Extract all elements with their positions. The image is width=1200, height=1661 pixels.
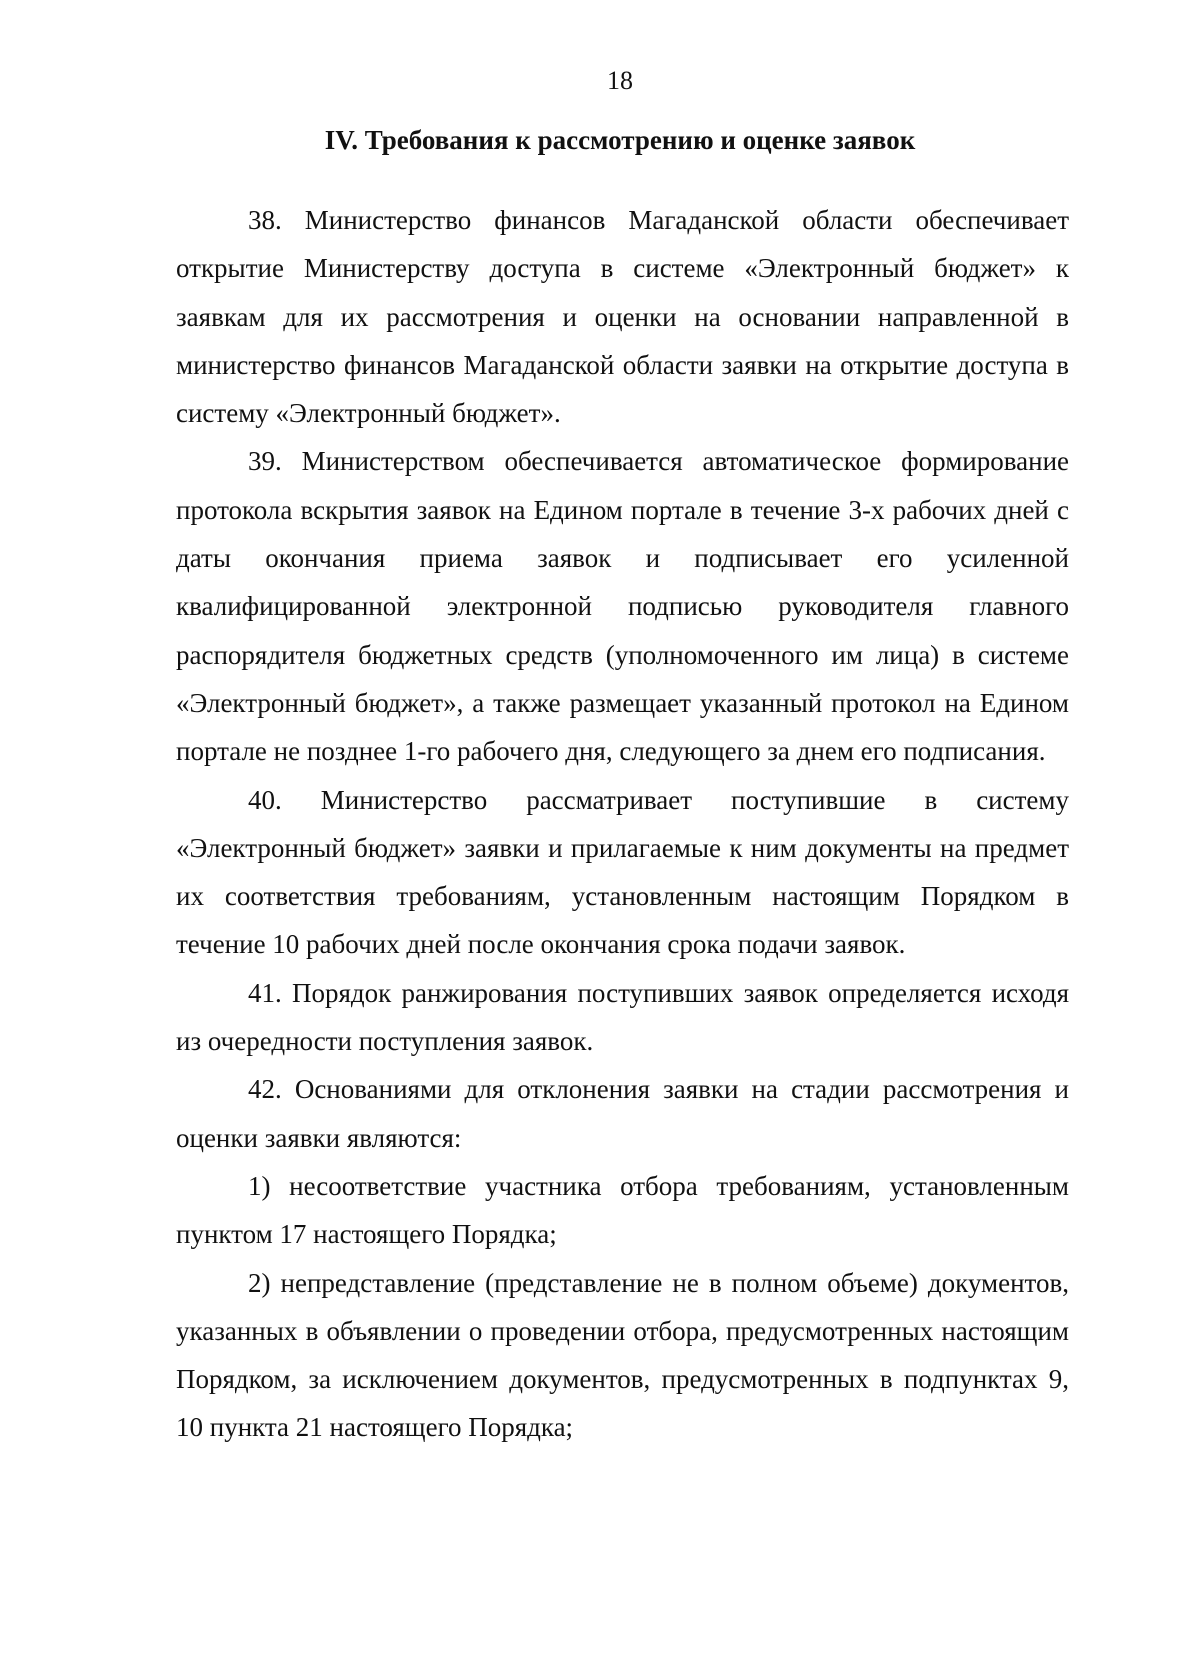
paragraph-42-item-2: 2) непредставление (представление не в полном объеме) документов, указанных в объявлении о проведении отбора, предусмотренных настоящим Порядком, за исключением документов, предусмотренных в подпунктах 9, 10 пункта 21 настоящего Порядка; <box>176 1267 1069 1443</box>
paragraph-40: 40. Министерство рассматривает поступившие в систему «Электронный бюджет» заявки и прилагаемые к ним документы на предмет их соответствия требованиям, установленным настоящим Порядком в течение 10 рабочих дней после окончания срока подачи заявок. <box>176 784 1069 960</box>
document-body <box>176 196 1069 1452</box>
paragraph-38: 38. Министерство финансов Магаданской области обеспечивает открытие Министерству доступа в системе «Электронный бюджет» к заявкам для их рассмотрения и оценки на основании направленной в министерство финансов Магаданской области заявки на открытие доступа в систему «Электронный бюджет». <box>176 205 1069 429</box>
paragraph-42-item-1: 1) несоответствие участника отбора требованиям, установленным пунктом 17 настоящего Порядка; <box>176 1170 1069 1250</box>
section-title: IV. Требования к рассмотрению и оценке заявок <box>324 125 916 155</box>
paragraph-42: 42. Основаниями для отклонения заявки на стадии рассмотрения и оценки заявки являются: <box>176 1074 1069 1153</box>
paragraph-39: 39. Министерством обеспечивается автоматическое формирование протокола вскрытия заявок на Едином портале в течение 3-х рабочих дней с даты окончания приема заявок и подписывает его усиленной квалифицированной электронной подписью руководителя главного распорядителя бюджетных средств (уполномоченного им лица) в системе «Электронный бюджет», а также размещает указанный протокол на Едином портале не позднее 1-го рабочего дня, следующего за днем его подписания. <box>176 446 1069 767</box>
page-number: 18 <box>607 66 633 95</box>
paragraph-41: 41. Порядок ранжирования поступивших заявок определяется исходя из очередности поступления заявок. <box>176 977 1069 1057</box>
